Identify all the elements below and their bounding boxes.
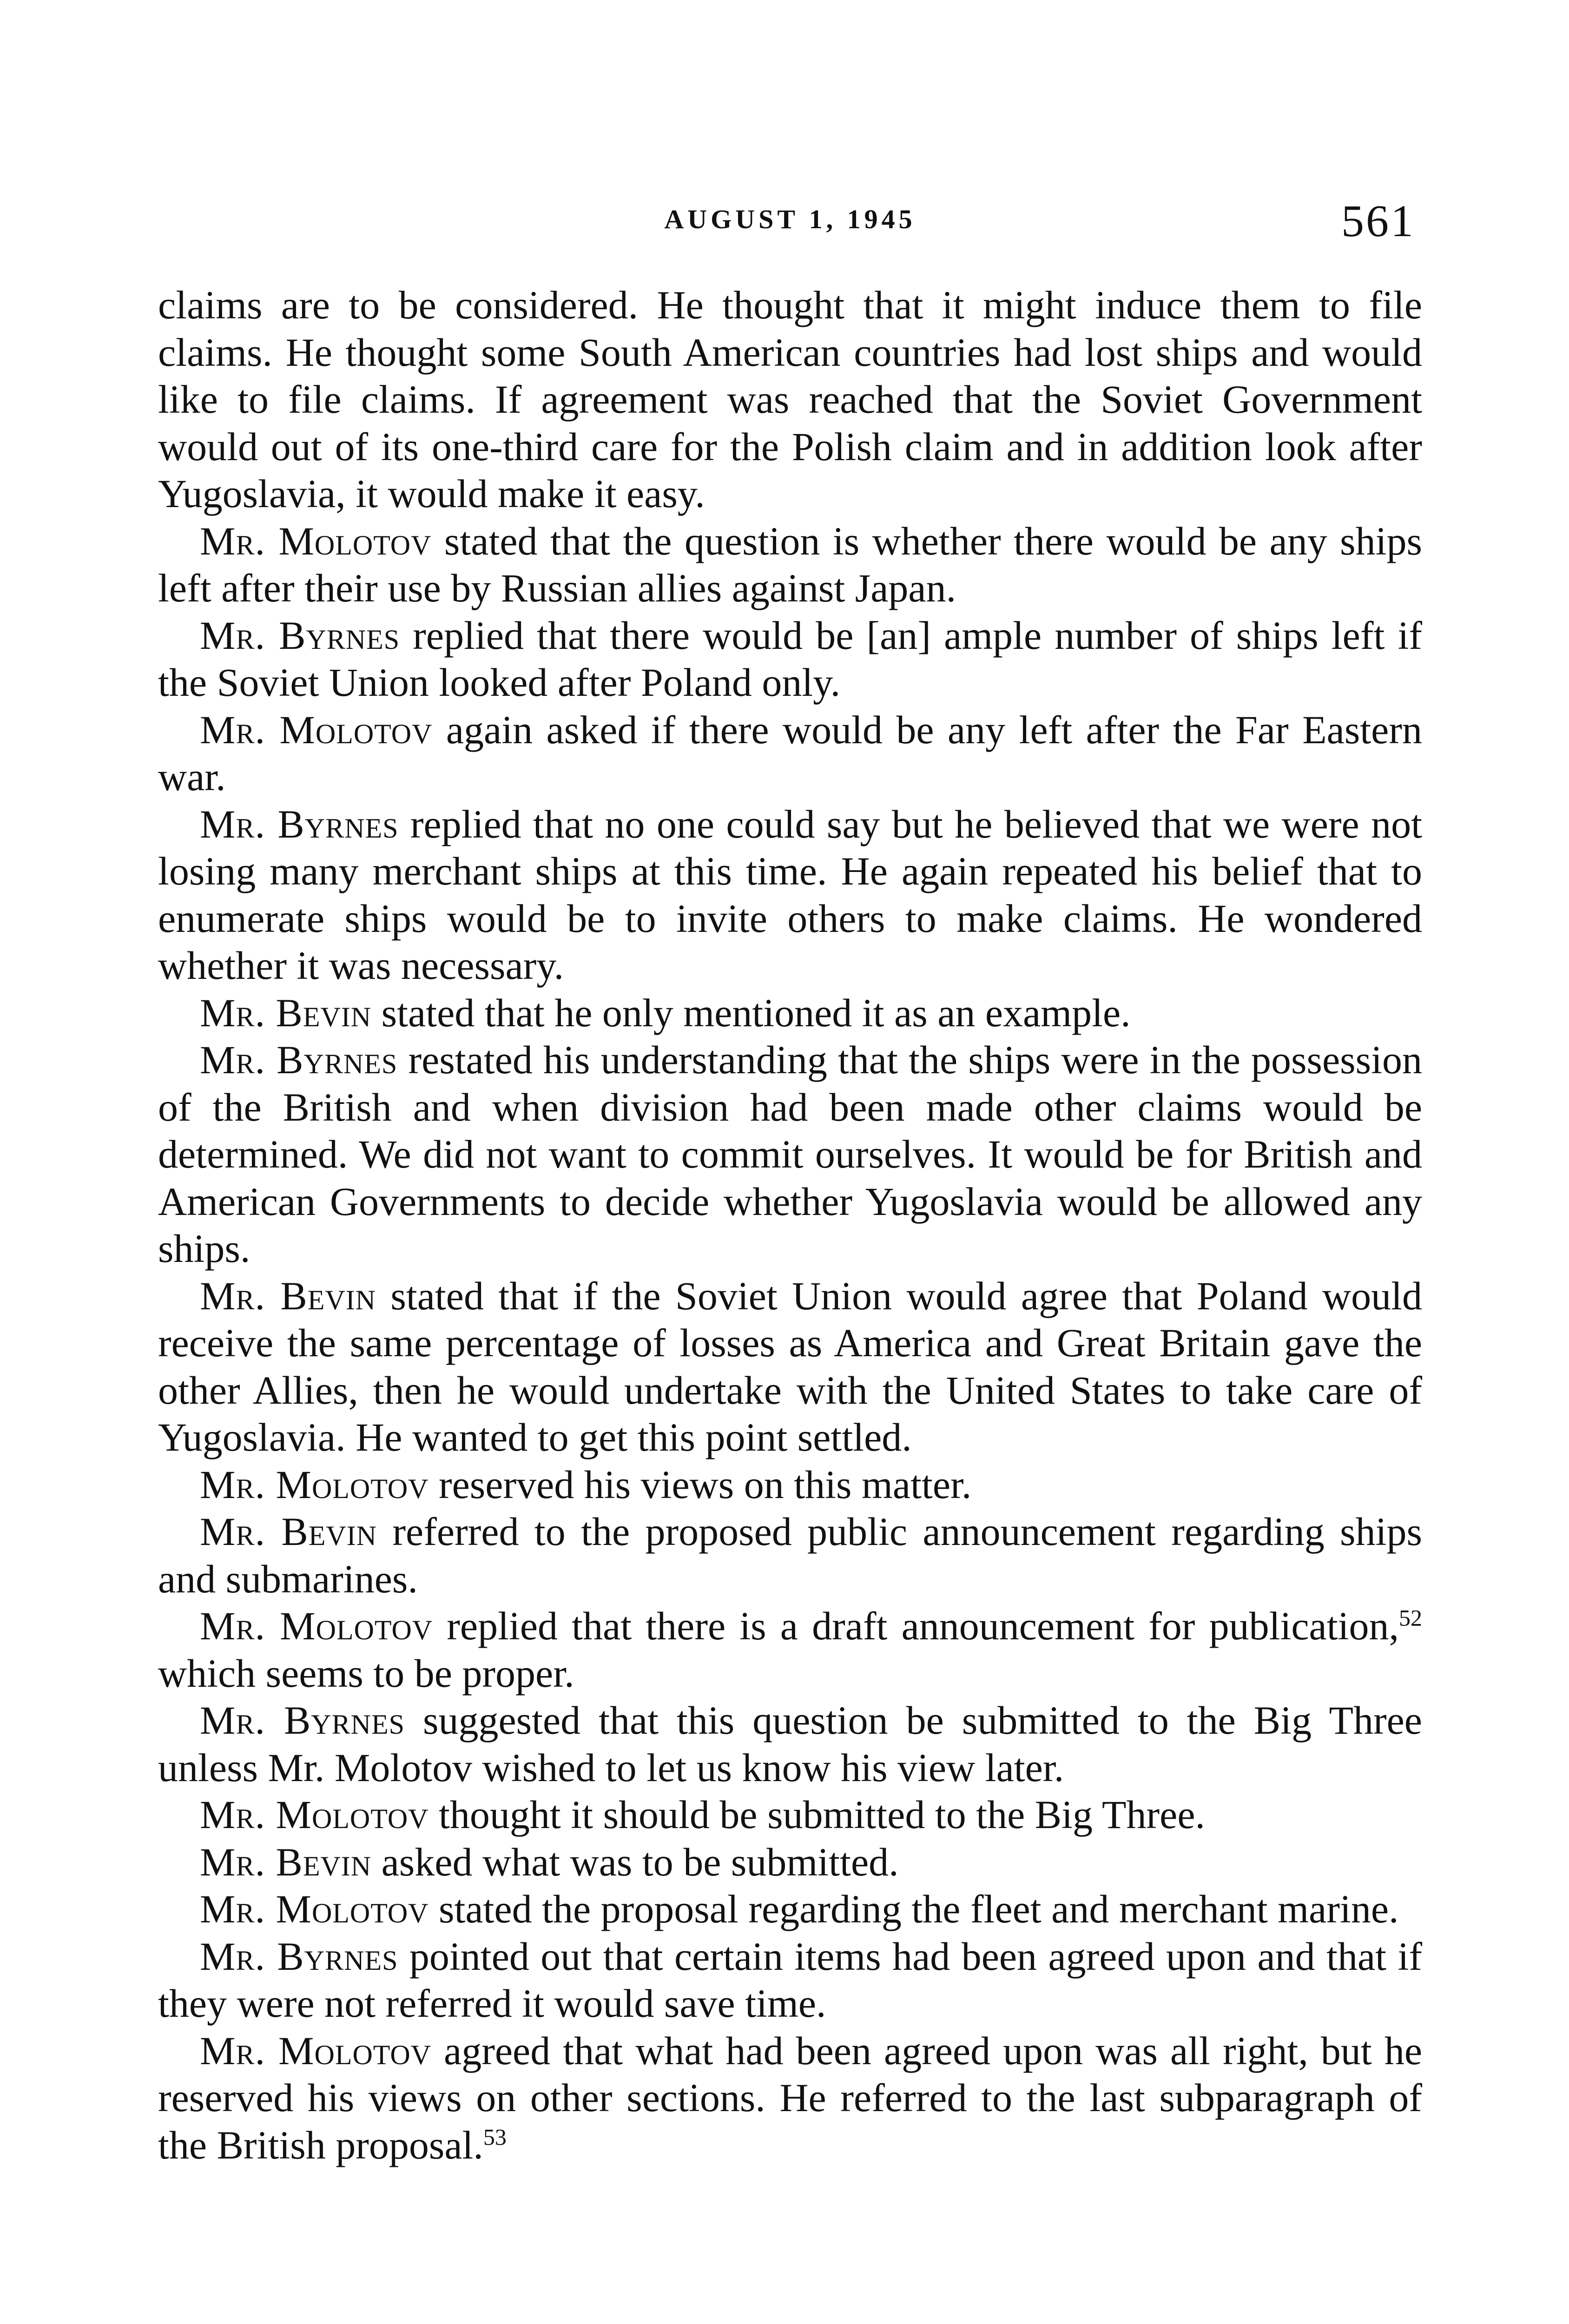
paragraph-text: referred to the proposed public announcement regarding ships and submarines. — [158, 1509, 1423, 1601]
speaker-name: Mr. Byrnes — [200, 801, 399, 846]
page-number: 561 — [1341, 196, 1415, 246]
paragraph-text: restated his understanding that the ships were in the possession of the British and when division had been made other claims would be determined. We did not want to commit ourselves. It would be for British and American Governments to decide whether Yugoslavia would be allowed any ships. — [158, 1037, 1422, 1271]
paragraph-text: replied that there would be [an] ample number of ships left if the Soviet Union looked after Poland only. — [158, 613, 1422, 705]
speaker-name: Mr. Bevin — [200, 1273, 376, 1318]
speaker-name: Mr. Molotov — [200, 518, 432, 563]
paragraph — [158, 612, 1422, 706]
running-head — [158, 195, 1422, 251]
speaker-name: Mr. Molotov — [200, 1462, 429, 1507]
paragraph-text: replied that no one could say but he believed that we were not losing many merchant ships at this time. He again repeated his belief that to enumerate ships would be to invite others to make claims. He wondered whether it was necessary. — [158, 801, 1422, 988]
paragraph — [158, 706, 1422, 801]
paragraph — [158, 1933, 1422, 2027]
paragraph — [158, 1603, 1422, 1697]
paragraph-text: asked what was to be submitted. — [371, 1839, 899, 1884]
paragraph-text: stated that he only mentioned it as an example. — [371, 990, 1131, 1035]
paragraph-text: claims are to be considered. He thought that it might induce them to file claims. He thought some South American countries had lost ships and would like to file claims. If agreement was reached that the Soviet Government would out of its one-third care for the Polish claim and in addition look after Yugoslavia, it would make it easy. — [158, 283, 1422, 516]
paragraph-text: stated the proposal regarding the fleet and merchant marine. — [429, 1887, 1399, 1931]
speaker-name: Mr. Byrnes — [200, 1934, 398, 1979]
paragraph-continuation — [158, 282, 1422, 518]
paragraph-text: again asked if there would be any left after the Far Eastern war. — [158, 707, 1422, 799]
paragraph-text: replied that there is a draft announcement for publication, — [433, 1604, 1399, 1648]
paragraph — [158, 1886, 1422, 1933]
paragraph — [158, 1839, 1422, 1886]
speaker-name: Mr. Bevin — [200, 1509, 377, 1554]
speaker-name: Mr. Molotov — [200, 1604, 433, 1648]
paragraph-text: stated that if the Soviet Union would agree that Poland would receive the same percentage of losses as America and Great Britain gave the other Allies, then he would undertake with the United States to take care of Yugoslavia. He wanted to get this point settled. — [158, 1273, 1422, 1459]
paragraph-text: pointed out that certain items had been agreed upon and that if they were not referred it would save time. — [158, 1934, 1422, 2026]
paragraph — [158, 1037, 1422, 1273]
paragraph — [158, 801, 1422, 990]
speaker-name: Mr. Molotov — [200, 707, 433, 752]
paragraph — [158, 1461, 1422, 1509]
paragraph-text: suggested that this question be submitted to the Big Three unless Mr. Molotov wished to let us know his view later. — [158, 1698, 1422, 1790]
speaker-name: Mr. Molotov — [200, 2028, 432, 2073]
paragraph-text: stated that the question is whether there would be any ships left after their use by Russian allies against Japan. — [158, 518, 1422, 610]
paragraph — [158, 1508, 1422, 1603]
footnote-ref-53[interactable]: 53 — [483, 2123, 507, 2150]
running-title: AUGUST 1, 1945 — [664, 204, 916, 234]
paragraph — [158, 518, 1422, 612]
body-text — [158, 282, 1422, 2169]
paragraph-text: agreed that what had been agreed upon was all right, but he reserved his views on other sections. He referred to the last subparagraph of the British proposal. — [158, 2028, 1423, 2167]
speaker-name: Mr. Bevin — [200, 990, 372, 1035]
speaker-name: Mr. Byrnes — [200, 1698, 405, 1743]
paragraph — [158, 1273, 1422, 1461]
paragraph — [158, 1791, 1422, 1839]
paragraph-text: reserved his views on this matter. — [429, 1462, 972, 1507]
paragraph — [158, 2027, 1422, 2169]
speaker-name: Mr. Byrnes — [200, 613, 400, 658]
speaker-name: Mr. Byrnes — [200, 1037, 398, 1082]
paragraph — [158, 990, 1422, 1037]
speaker-name: Mr. Molotov — [200, 1792, 429, 1837]
paragraph — [158, 1697, 1422, 1791]
paragraph-text: thought it should be submitted to the Big Three. — [429, 1792, 1205, 1837]
footnote-ref-52[interactable]: 52 — [1399, 1604, 1423, 1631]
paragraph-text-after: which seems to be proper. — [158, 1651, 574, 1696]
speaker-name: Mr. Bevin — [200, 1839, 372, 1884]
speaker-name: Mr. Molotov — [200, 1887, 429, 1931]
